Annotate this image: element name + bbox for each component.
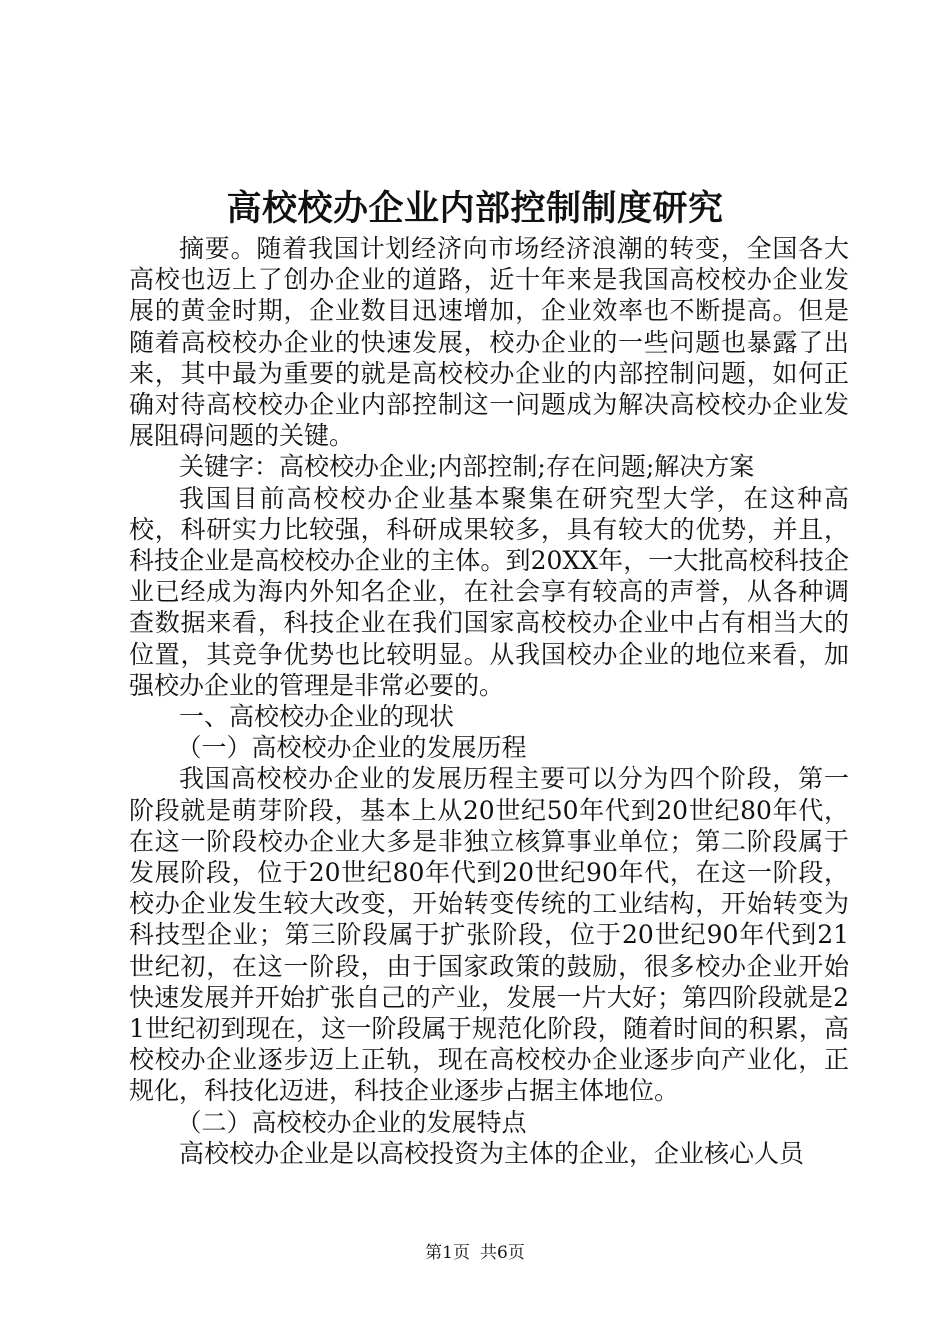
body-paragraph: 我国目前高校校办企业基本聚集在研究型大学，在这种高校，科研实力比较强，科研成果较多，具有较大的优势，并且，科技企业是高校校办企业的主体。到20XX年，一大批高校科技企业已经成为海内外知名企业，在社会享有较高的声誉，从各种调查数据来看，科技企业在我们国家高校校办企业中占有相当大的位置，其竞争优势也比较明显。从我国校办企业的地位来看，加强校办企业的管理是非常必要的。 xyxy=(129,483,849,700)
subsection-heading: （二）高校校办企业的发展特点 xyxy=(176,1107,527,1137)
body-paragraph: 高校校办企业是以高校投资为主体的企业，企业核心人员 xyxy=(179,1138,805,1168)
page-number: 第1页 xyxy=(425,1243,470,1263)
document-body xyxy=(129,233,849,1169)
document-title: 高校校办企业内部控制制度研究 xyxy=(226,188,724,229)
section-heading: 一、高校校办企业的现状 xyxy=(179,702,455,732)
subsection-heading: （一）高校校办企业的发展历程 xyxy=(176,733,527,763)
page-footer xyxy=(0,1241,950,1265)
body-paragraph: 我国高校校办企业的发展历程主要可以分为四个阶段，第一阶段就是萌芽阶段，基本上从20世纪50年代到20世纪80年代，在这一阶段校办企业大多是非独立核算事业单位；第二阶段属于发展阶段，位于20世纪80年代到20世纪90年代，在这一阶段，校办企业发生较大改变，开始转变传统的工业结构，开始转变为科技型企业；第三阶段属于扩张阶段，位于20世纪90年代到21世纪初，在这一阶段，由于国家政策的鼓励，很多校办企业开始快速发展并开始扩张自己的产业，发展一片大好；第四阶段就是21世纪初到现在，这一阶段属于规范化阶段，随着时间的积累，高校校办企业逐步迈上正轨，现在高校校办企业逐步向产业化，正规化，科技化迈进，科技企业逐步占据主体地位。 xyxy=(129,764,849,1106)
abstract-paragraph: 摘要。随着我国计划经济向市场经济浪潮的转变，全国各大高校也迈上了创办企业的道路，近十年来是我国高校校办企业发展的黄金时期，企业数目迅速增加，企业效率也不断提高。但是随着高校校办企业的快速发展，校办企业的一些问题也暴露了出来，其中最为重要的就是高校校办企业的内部控制问题，如何正确对待高校校办企业内部控制这一问题成为解决高校校办企业发展阻碍问题的关键。 xyxy=(129,234,849,451)
keywords-paragraph: 关键字：高校校办企业;内部控制;存在问题;解决方案 xyxy=(179,452,755,482)
page-total: 共6页 xyxy=(480,1243,525,1263)
